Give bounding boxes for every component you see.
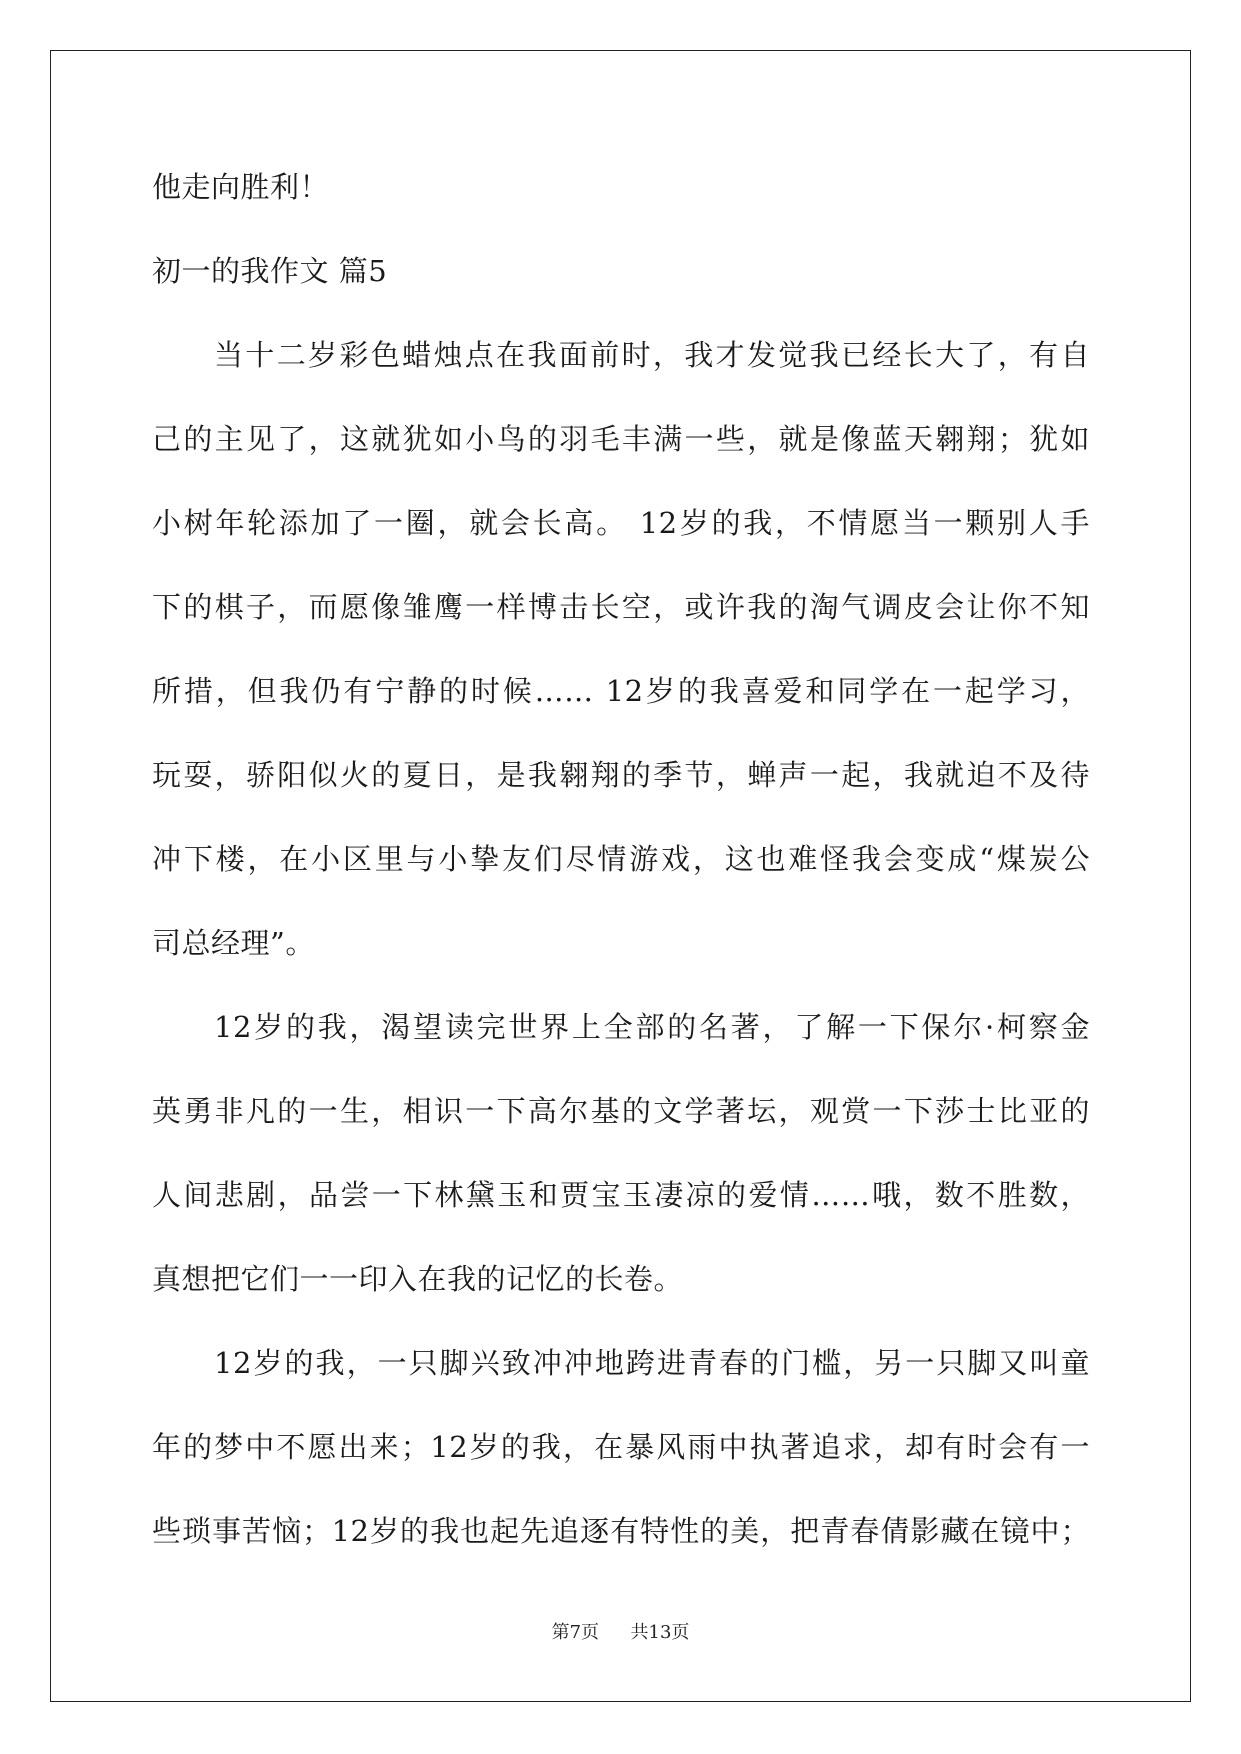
text-line: 真想把它们一一印入在我的记忆的长卷。 <box>152 1262 684 1296</box>
text-line: 冲下楼，在小区里与小挚友们尽情游戏，这也难怪我会变成“煤炭公 <box>152 842 1090 876</box>
text-line: 司总经理”。 <box>152 926 315 960</box>
document-body <box>152 160 1090 1588</box>
text-line: 玩耍，骄阳似火的夏日，是我翱翔的季节，蝉声一起，我就迫不及待 <box>152 758 1090 792</box>
text-line: 12岁的我，一只脚兴致冲冲地跨进青春的门槛，另一只脚又叫童 <box>214 1346 1090 1380</box>
text-line: 当十二岁彩色蜡烛点在我面前时，我才发觉我已经长大了，有自 <box>214 338 1090 372</box>
page-total: 共13页 <box>630 1622 690 1643</box>
text-line: 小树年轮添加了一圈，就会长高。 12岁的我，不情愿当一颗别人手 <box>152 506 1090 540</box>
text-line: 些琐事苦恼；12岁的我也起先追逐有特性的美，把青春倩影藏在镜中； <box>152 1514 1090 1548</box>
section-heading: 初一的我作文 篇5 <box>152 254 388 288</box>
text-line: 人间悲剧，品尝一下林黛玉和贾宝玉凄凉的爱情……哦，数不胜数， <box>152 1178 1090 1212</box>
text-line: 12岁的我，渴望读完世界上全部的名著，了解一下保尔·柯察金 <box>214 1010 1090 1044</box>
page-number: 第7页 <box>551 1622 600 1643</box>
text-line: 年的梦中不愿出来；12岁的我，在暴风雨中执著追求，却有时会有一 <box>152 1430 1090 1464</box>
text-line: 英勇非凡的一生，相识一下高尔基的文学著坛，观赏一下莎士比亚的 <box>152 1094 1090 1128</box>
text-line: 他走向胜利！ <box>152 170 330 204</box>
page-footer <box>0 1618 1241 1644</box>
text-line: 所措，但我仍有宁静的时候…… 12岁的我喜爱和同学在一起学习， <box>152 674 1090 708</box>
text-line: 己的主见了，这就犹如小鸟的羽毛丰满一些，就是像蓝天翱翔；犹如 <box>152 422 1090 456</box>
text-line: 下的棋子，而愿像雏鹰一样博击长空，或许我的淘气调皮会让你不知 <box>152 590 1090 624</box>
